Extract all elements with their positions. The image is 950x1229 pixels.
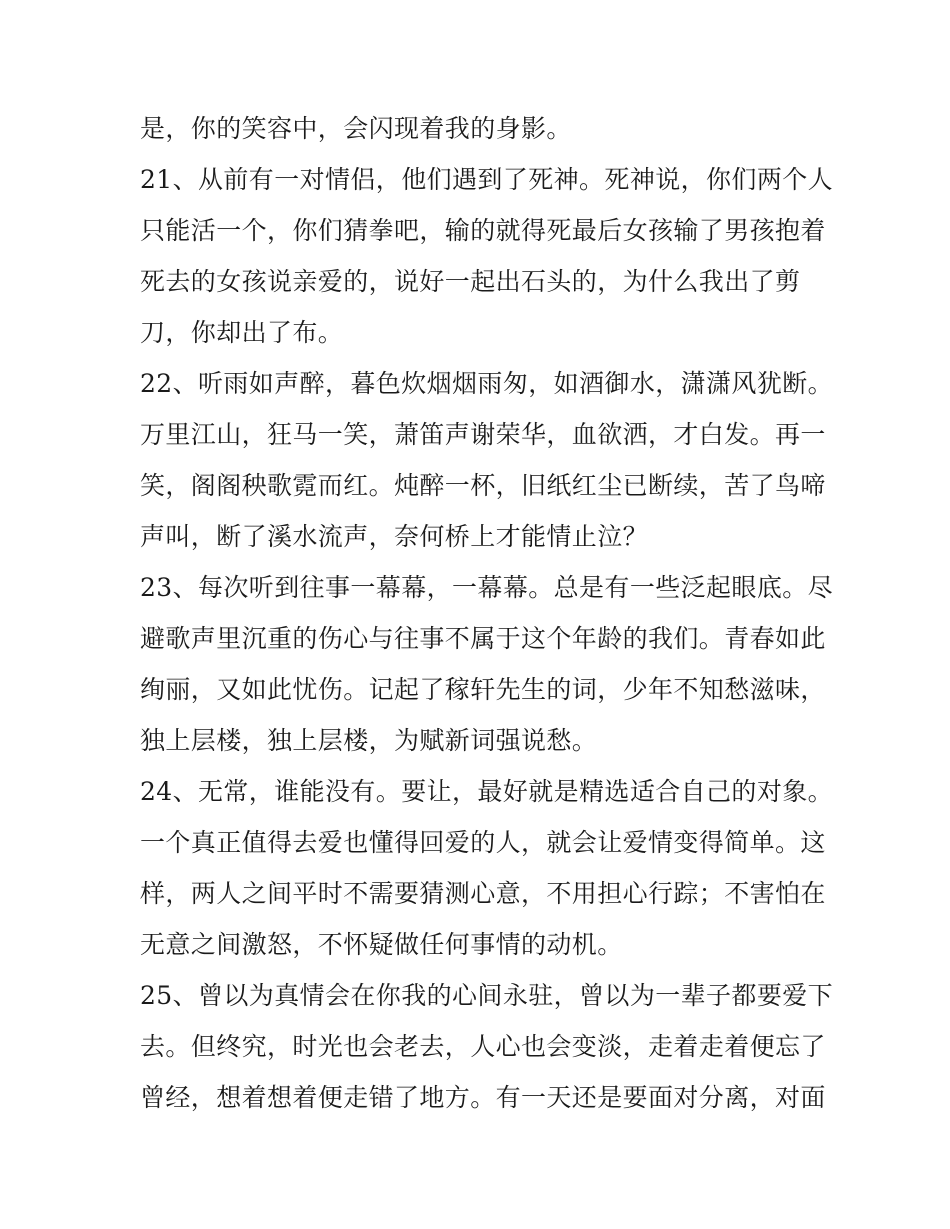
text-line: 万里江山，狂马一笑，萧笛声谢荣华，血欲洒，才白发。再一 xyxy=(140,420,826,449)
text-line: 24、无常，谁能没有。要让，最好就是精选适合自己的对象。 xyxy=(140,777,834,806)
text-line: 一个真正值得去爱也懂得回爱的人，就会让爱情变得简单。这 xyxy=(140,828,826,857)
text-line: 是，你的笑容中，会闪现着我的身影。 xyxy=(140,114,572,143)
text-line: 避歌声里沉重的伤心与往事不属于这个年龄的我们。青春如此 xyxy=(140,624,826,653)
text-line: 22、听雨如声醉，暮色炊烟烟雨匆，如酒御水，潇潇风犹断。 xyxy=(140,369,834,398)
text-line: 样，两人之间平时不需要猜测心意，不用担心行踪；不害怕在 xyxy=(140,879,826,908)
text-line: 独上层楼，独上层楼，为赋新词强说愁。 xyxy=(140,726,598,755)
document-body xyxy=(140,103,834,1123)
text-line: 去。但终究，时光也会老去，人心也会变淡，走着走着便忘了 xyxy=(140,1032,826,1061)
text-line: 笑，阁阁秧歌霓而红。炖醉一杯，旧纸红尘已断续，苦了鸟啼 xyxy=(140,471,826,500)
text-line: 25、曾以为真情会在你我的心间永驻，曾以为一辈子都要爱下 xyxy=(140,981,834,1010)
text-line: 无意之间激怒，不怀疑做任何事情的动机。 xyxy=(140,930,623,959)
text-line: 曾经，想着想着便走错了地方。有一天还是要面对分离，对面 xyxy=(140,1083,826,1112)
text-line: 死去的女孩说亲爱的，说好一起出石头的，为什么我出了剪 xyxy=(140,267,801,296)
text-line: 声叫，断了溪水流声，奈何桥上才能情止泣？ xyxy=(140,522,649,551)
text-line: 只能活一个，你们猜拳吧，输的就得死最后女孩输了男孩抱着 xyxy=(140,216,826,245)
text-line: 23、每次听到往事一幕幕，一幕幕。总是有一些泛起眼底。尽 xyxy=(140,573,834,602)
text-line: 绚丽，又如此忧伤。记起了稼轩先生的词，少年不知愁滋味， xyxy=(140,675,826,704)
text-line: 刀，你却出了布。 xyxy=(140,318,344,347)
text-line: 21、从前有一对情侣，他们遇到了死神。死神说，你们两个人 xyxy=(140,165,834,194)
